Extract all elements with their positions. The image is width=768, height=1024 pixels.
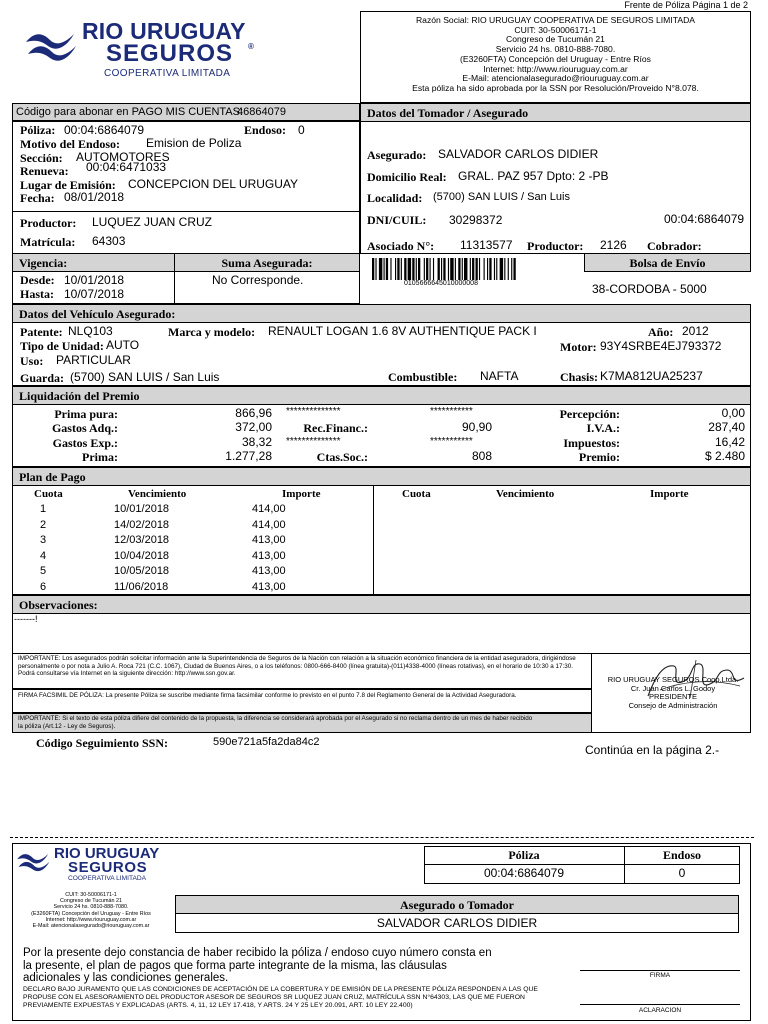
vehiculo-header: Datos del Vehículo Asegurado: [12,304,751,323]
coupon-info-line: (E3260FTA) Concepción del Uruguay - Entre Ríos [31,910,151,917]
tipo-value: AUTO [106,338,140,352]
plan-importe: 413,00 [252,565,286,577]
constancia-text: Por la presente dejo constancia de haber recibido la póliza / endoso cuyo número consta en la presente, el plan de pagos que forma parte integrante de la misma, las cláusulas adicionales y las condiciones generales. [23,947,492,985]
aclaracion-label: ACLARACION [638,1007,682,1014]
page-label: Frente de Póliza Página 1 de 2 [624,0,748,10]
barcode-bar [386,258,388,280]
plan-vencimiento: 14/02/2018 [114,518,170,531]
barcode-bar [450,258,453,280]
barcode-bar [408,258,411,280]
barcode-bar [384,258,385,280]
ctas-value: 808 [471,449,492,463]
coupon-poliza-value: 00:04:6864079 [483,866,565,880]
coupon-info-line: Servicio 24 hs. 0810-888-7080. [53,904,129,911]
barcode-bar [504,258,505,280]
productor-label: Productor: [20,216,77,230]
registered-mark: ® [248,42,254,51]
guarda-value: (5700) SAN LUIS / San Luis [70,370,220,384]
plan-cuota: 3 [39,534,47,546]
pago-label: Código para abonar en PAGO MIS CUENTAS: [16,106,244,118]
combustible-label: Combustible: [388,370,458,384]
barcode-bar [458,258,460,280]
info-line: Razón Social: RIO URUGUAY COOPERATIVA DE SEGUROS LIMITADA [415,15,696,25]
barcode-bar [489,258,491,280]
pago-row [12,103,360,121]
renueva-label: Renueva: [20,164,69,178]
uso-label: Uso: [20,354,44,368]
productor-code-value: 2126 [600,238,627,252]
coupon-endoso-header: Endoso [662,848,702,862]
productor-value: LUQUEZ JUAN CRUZ [92,215,213,229]
barcode-bar [418,258,420,280]
plan-importe: 413,00 [252,534,286,546]
barcode-bar [397,258,399,280]
declaro-text: DECLARO BAJO JURAMENTO QUE LAS CONDICIONES DE ACEPTACIÓN DE LA COBERTURA Y DE EMISIÓN DE LA PRESENTE PÓLIZA RESPONDEN A LAS QUE PROPUSE CON EL ASESORAMIENTO DEL PRODUCTOR ASESOR DE SEGUROS SR LUQUEZ JUAN CRUZ, MATRÍCULA SSN N°64303, LAS QUE ME FUERON PREVIAMENTE EXPUESTAS Y EXPLICADAS (ARTS. 4, 11, 12 LEY 17.418, Y ARTS. 24 Y 25 LEY 20.091, ART. 10 LEY 22.400) [23,986,538,1009]
ssn-label: Código Seguimiento SSN: [36,736,169,750]
col-venc: Vencimiento [128,488,187,500]
percepcion-value: 0,00 [721,406,745,420]
barcode-bar [372,258,374,280]
pago-value: 46864079 [237,106,286,118]
plan-left-box [12,485,374,595]
poliza-value: 00:04:6864079 [64,123,145,137]
rec-label: Rec.Financ.: [303,421,368,435]
asociado-value: 11313577 [460,238,513,252]
prima-pura-label: Prima pura: [54,407,118,421]
observaciones-value: -------! [14,614,38,624]
barcode-bar [487,258,488,280]
cobrador-label: Cobrador: [647,239,702,253]
observaciones-box [12,613,751,654]
barcode-bar [462,258,463,280]
anio-label: Año: [648,325,674,339]
barcode-bar [511,258,512,280]
plan-cuota: 4 [39,549,47,562]
endoso-label: Endoso: [244,123,287,137]
barcode-bar [412,258,414,280]
firma-line [580,970,740,971]
barcode-bar [494,258,495,280]
prima-label: Prima: [82,450,118,464]
patente-label: Patente: [20,325,63,339]
asociado-label: Asociado N°: [367,239,435,253]
cut-line [10,837,754,838]
fecha-value: 08/01/2018 [64,190,125,204]
marca-value: RENAULT LOGAN 1.6 8V AUTHENTIQUE PACK I [268,324,537,338]
iva-value: 287,40 [708,420,745,434]
company-name-line2: SEGUROS [106,40,234,67]
plan-importe: 413,00 [252,580,286,593]
rec-value: 90,90 [461,420,492,434]
barcode-bar [470,258,471,280]
barcode-number: 0105666645010000008 [404,280,478,287]
hasta-label: Hasta: [20,287,54,301]
coupon-name-line1: RIO URUGUAY [54,845,160,862]
barcode-bar [379,258,382,280]
renueva-value: 00:04:6471033 [86,160,167,174]
stars-a: ************** [286,406,341,417]
bolsa-value: 38-CORDOBA - 5000 [592,282,707,296]
plan-cuota: 1 [39,503,47,515]
barcode-bar [464,258,467,280]
waves-logo-icon-small [16,849,52,877]
localidad-label: Localidad: [367,191,423,205]
gastos-exp-value: 38,32 [241,435,272,449]
col-importe-2: Importe [650,488,689,500]
barcode-icon [372,258,582,280]
col-cuota: Cuota [34,488,63,500]
continua-label: Continúa en la página 2.- [585,743,720,757]
barcode-bar [390,258,391,280]
barcode-bar [496,258,497,280]
gastos-exp-label: Gastos Exp.: [52,436,118,450]
barcode-bar [443,258,445,280]
plan-header: Plan de Pago [12,467,751,486]
poliza-ref: 00:04:6864079 [664,212,745,226]
percepcion-label: Percepción: [559,407,620,421]
info-line: Congreso de Tucumán 21 [506,34,605,45]
chasis-label: Chasis: [560,370,599,384]
marca-label: Marca y modelo: [168,325,256,339]
barcode-bar [438,258,440,280]
tomador-header: Datos del Tomador / Asegurado [360,103,751,122]
barcode-bar [404,258,406,280]
barcode-bar [479,258,480,280]
plan-vencimiento: 10/01/2018 [114,503,170,515]
iva-label: I.V.A.: [586,421,620,435]
patente-value: NLQ103 [68,324,113,338]
barcode-bar [375,258,376,280]
seccion-label: Sección: [20,151,63,165]
seccion-value: AUTOMOTORES [76,150,170,164]
coupon-info-line: E-Mail: atencionalasegurado@riouruguay.com.ar [32,923,150,930]
barcode-bar [416,258,417,280]
liquidacion-header: Liquidación del Premio [12,386,751,405]
barcode-bar [433,258,434,280]
info-line: E-Mail: atencionalasegurado@riouruguay.com.ar [462,73,649,84]
coupon-info-line: CUIT: 30-50006171-1 [65,892,117,898]
plan-importe: 414,00 [252,518,286,531]
aclaracion-line [580,1004,740,1005]
liquidacion-box [12,404,751,467]
sig-line2: Cr. Juan Carlos L. Godoy [630,683,716,693]
importante2-text: IMPORTANTE: Si el texto de esta póliza difiere del contenido de la propuesta, la diferencia se considerará aprobada por el Asegurado si no reclama dentro de un mes de haber recibido la póliza (Art.12 - Ley de Seguros). [18,715,533,730]
coupon-sub: COOPERATIVA LIMITADA [68,875,147,882]
company-info-box [360,11,751,103]
barcode-bar [513,258,515,280]
localidad-value: (5700) SAN LUIS / San Luis [433,191,570,203]
coupon-asegurado-value: SALVADOR CARLOS DIDIER [376,916,538,930]
col-importe: Importe [282,488,321,500]
plan-right-box [373,485,751,595]
hasta-value: 10/07/2018 [64,287,125,301]
company-sub: COOPERATIVA LIMITADA [104,68,231,79]
anio-value: 2012 [682,324,709,338]
firma-label: FIRMA [649,972,671,979]
coupon-asegurado-header: Asegurado o Tomador [175,895,739,914]
lugar-label: Lugar de Emisión: [20,178,116,192]
barcode-bar [424,258,425,280]
motor-label: Motor: [560,340,597,354]
stars-b: *********** [430,406,473,417]
productor-code-label: Productor: [527,239,584,253]
suma-value: No Corresponde. [212,273,304,287]
bolsa-header: Bolsa de Envío [584,253,751,272]
barcode-bar [455,258,456,280]
plan-vencimiento: 11/06/2018 [114,580,169,593]
sig-line3: PRESIDENTE [649,692,697,702]
coupon-name-line2: SEGUROS [68,859,148,876]
barcode-bar [472,258,474,280]
barcode-bar [401,258,402,280]
plan-cuota: 6 [39,580,47,593]
plan-importe: 413,00 [252,549,286,562]
ctas-label: Ctas.Soc.: [316,450,368,464]
barcode-bar [500,258,503,280]
fecha-label: Fecha: [20,191,55,205]
barcode-bar [430,258,431,280]
asegurado-label: Asegurado: [367,148,427,162]
info-line: Servicio 24 hs. 0810-888-7080. [495,44,616,55]
coupon-logo [16,845,176,885]
prima-pura-value: 866,96 [235,406,272,420]
plan-vencimiento: 12/03/2018 [114,534,170,546]
ssn-value: 590e721a5fa2da84c2 [213,736,320,748]
barcode-bar [508,258,509,280]
plan-vencimiento: 10/05/2018 [114,565,170,577]
suma-header: Suma Asegurada: [174,253,360,272]
importante1-text: IMPORTANTE: Los asegurados podrán solicitar información ante la Superintendencia de Seguros de la Nación con relación a la situación económico financiera de la entidad aseguradora, dirigiéndose personalmente o por nota a Julio A. Roca 721 (C.C. 1067), Ciudad de Buenos Aires, o a los teléfonos: 0800-666-8400 (línea gratuita)-(011)4338-4000 (líneas rotativas), en el horario de 10:30 a 17:30. Podrá consultarse vía Internet en la siguiente dirección: http://www.ssn.gov.ar. [18,655,576,678]
vigencia-header: Vigencia: [12,253,175,272]
barcode-bar [448,258,449,280]
guarda-label: Guarda: [20,371,65,385]
info-line: CUIT: 30-50006171-1 [514,24,597,35]
uso-value: PARTICULAR [56,353,131,367]
coupon-poliza-header: Póliza [508,848,540,862]
barcode-bar [441,258,442,280]
signature-block [596,676,750,710]
sig-line1: RIO URUGUAY SEGUROS Coop.Ltda. [607,675,739,684]
chasis-value: K7MA812UA25237 [600,369,703,383]
gastos-adq-value: 372,00 [235,420,272,434]
plan-importe: 414,00 [252,503,286,515]
matricula-label: Matrícula: [20,235,76,249]
motor-value: 93Y4SRBE4EJ793372 [600,339,722,353]
dni-label: DNI/CUIL: [367,213,427,227]
company-logo [24,18,274,84]
motivo-value: Emision de Poliza [146,136,242,150]
prima-value: 1.277,28 [225,449,272,463]
col-venc-2: Vencimiento [496,488,555,500]
stars-a2: ************** [286,436,341,447]
info-line: Esta póliza ha sido aprobada por la SSN por Resolución/Proveido N°8.078. [412,82,699,93]
dni-value: 30298372 [449,213,503,227]
premio-value: $ 2.480 [704,449,745,463]
plan-vencimiento: 10/04/2018 [114,549,170,562]
plan-cuota: 5 [39,565,47,577]
domicilio-label: Domicilio Real: [367,170,447,184]
tomador-box [360,121,751,254]
lugar-value: CONCEPCION DEL URUGUAY [128,177,299,191]
barcode-bar [426,258,428,280]
matricula-value: 64303 [92,234,126,248]
coupon-info-line: Internet: http://www.riouruguay.com.ar [45,916,137,923]
info-line: (E3260FTA) Concepción del Uruguay - Entre Ríos [460,53,651,64]
col-cuota-2: Cuota [402,488,431,500]
coupon-table-divider [424,864,740,865]
coupon-endoso-value: 0 [678,866,686,880]
observaciones-header: Observaciones: [12,595,751,614]
combustible-value: NAFTA [480,369,519,383]
impuestos-label: Impuestos: [563,436,620,450]
barcode-bar [476,258,478,280]
desde-value: 10/01/2018 [64,273,125,287]
domicilio-value: GRAL. PAZ 957 Dpto: 2 -PB [458,169,609,183]
barcode-bar [484,258,485,280]
sig-line4: Consejo de Administración [628,700,718,710]
info-line: Internet: http://www.riouruguay.com.ar [483,63,628,74]
coupon-info-line: Congreso de Tucumán 21 [59,898,123,905]
plan-cuota: 2 [39,518,47,531]
firma-text: FIRMA FACSIMIL DE PÓLIZA: La presente Póliza se suscribe mediante firma facsimilar conforme lo previsto en el punto 7.8 del Reglamento General de la Actividad Aseguradora. [18,692,517,699]
gastos-adq-label: Gastos Adq.: [51,421,118,435]
impuestos-value: 16,42 [714,435,745,449]
premio-label: Premio: [578,450,620,464]
motivo-label: Motivo del Endoso: [20,137,121,151]
coupon-info [16,892,166,929]
stars-b2: *********** [430,436,473,447]
waves-logo-icon [24,28,80,68]
poliza-label: Póliza: [20,123,56,137]
desde-label: Desde: [20,273,55,287]
asegurado-value: SALVADOR CARLOS DIDIER [438,147,599,161]
endoso-value: 0 [298,123,305,137]
barcode-bar [395,258,396,280]
tipo-label: Tipo de Unidad: [20,339,104,353]
company-name-line1: RIO URUGUAY [82,18,246,44]
